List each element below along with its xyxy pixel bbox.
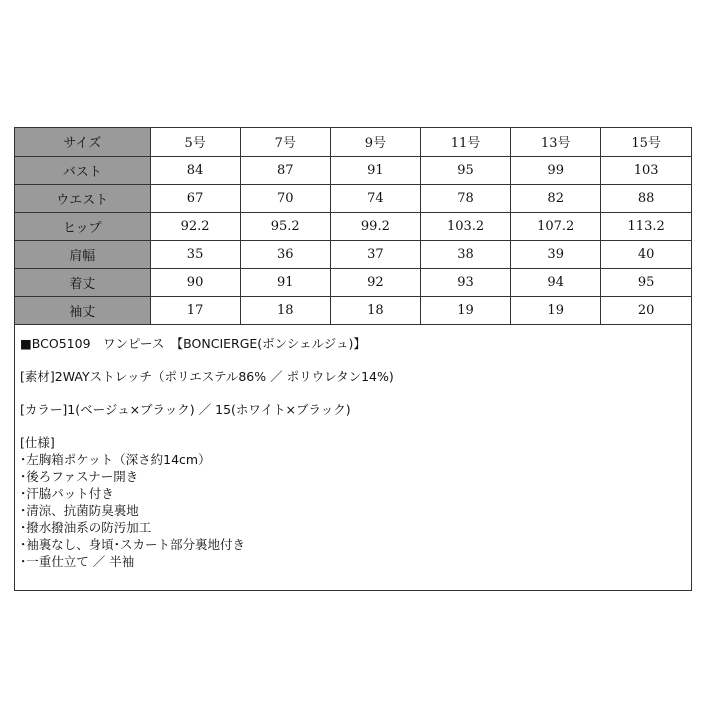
measurement-value: 18 [330, 296, 420, 324]
measurement-value: 74 [330, 184, 420, 212]
measurement-value: 107.2 [511, 212, 601, 240]
measurement-value: 95 [601, 268, 691, 296]
measurement-value: 95.2 [240, 212, 330, 240]
table-row [15, 296, 691, 324]
measurement-label: 着丈 [15, 268, 150, 296]
size-header-label: サイズ [15, 128, 150, 156]
measurement-value: 20 [601, 296, 691, 324]
measurement-value: 90 [150, 268, 240, 296]
spacer [20, 352, 680, 368]
color-line: [カラー]1(ベージュ×ブラック) ／ 15(ホワイト×ブラック) [20, 402, 351, 417]
measurement-value: 35 [150, 240, 240, 268]
measurement-value: 37 [330, 240, 420, 268]
list-item: ･袖裏なし、身頃･スカート部分裏地付き [20, 537, 246, 552]
measurement-label: ヒップ [15, 212, 150, 240]
list-item: ･清涼、抗菌防臭裏地 [20, 503, 139, 518]
measurement-value: 36 [240, 240, 330, 268]
measurement-value: 94 [511, 268, 601, 296]
size-header-cell: 15号 [601, 128, 691, 156]
measurement-value: 40 [601, 240, 691, 268]
measurement-value: 92.2 [150, 212, 240, 240]
list-item: ･一重仕立て ／ 半袖 [20, 554, 135, 569]
measurement-value: 17 [150, 296, 240, 324]
size-table-body [15, 128, 691, 324]
measurement-value: 91 [330, 156, 420, 184]
size-header-cell: 11号 [420, 128, 510, 156]
measurement-label: ウエスト [15, 184, 150, 212]
size-header-cell: 13号 [511, 128, 601, 156]
list-item: ･左胸箱ポケット（深さ約14cm） [20, 452, 211, 467]
table-row [15, 212, 691, 240]
measurement-value: 95 [420, 156, 510, 184]
measurement-value: 113.2 [601, 212, 691, 240]
measurement-value: 88 [601, 184, 691, 212]
table-row [15, 156, 691, 184]
list-item: ･撥水撥油系の防汚加工 [20, 520, 152, 535]
measurement-value: 93 [420, 268, 510, 296]
measurement-value: 91 [240, 268, 330, 296]
measurement-value: 103.2 [420, 212, 510, 240]
table-row [15, 184, 691, 212]
size-header-cell: 5号 [150, 128, 240, 156]
measurement-value: 19 [420, 296, 510, 324]
measurement-label: 袖丈 [15, 296, 150, 324]
size-header-cell: 9号 [330, 128, 420, 156]
measurement-value: 39 [511, 240, 601, 268]
product-line: ■BCO5109 ワンピース 【BONCIERGE(ボンシェルジュ)】 [20, 336, 366, 351]
measurement-value: 99.2 [330, 212, 420, 240]
measurement-value: 18 [240, 296, 330, 324]
measurement-value: 92 [330, 268, 420, 296]
measurement-value: 99 [511, 156, 601, 184]
measurement-value: 87 [240, 156, 330, 184]
spec-heading: [仕様] [20, 435, 55, 450]
measurement-value: 70 [240, 184, 330, 212]
spec-sheet [14, 127, 692, 591]
spacer [20, 385, 680, 401]
measurement-value: 84 [150, 156, 240, 184]
measurement-value: 38 [420, 240, 510, 268]
measurement-value: 82 [511, 184, 601, 212]
spacer [20, 418, 680, 434]
measurement-value: 78 [420, 184, 510, 212]
list-item: ･汗脇パット付き [20, 486, 114, 501]
measurement-value: 103 [601, 156, 691, 184]
size-header-row [15, 128, 691, 156]
list-item: ･後ろファスナー開き [20, 469, 139, 484]
material-line: [素材]2WAYストレッチ（ポリエステル86% ／ ポリウレタン14%) [20, 369, 394, 384]
product-description [20, 335, 680, 570]
size-table [15, 128, 691, 325]
size-header-cell: 7号 [240, 128, 330, 156]
measurement-value: 19 [511, 296, 601, 324]
table-row [15, 240, 691, 268]
measurement-value: 67 [150, 184, 240, 212]
spec-list [20, 451, 680, 570]
measurement-label: バスト [15, 156, 150, 184]
measurement-label: 肩幅 [15, 240, 150, 268]
table-row [15, 268, 691, 296]
